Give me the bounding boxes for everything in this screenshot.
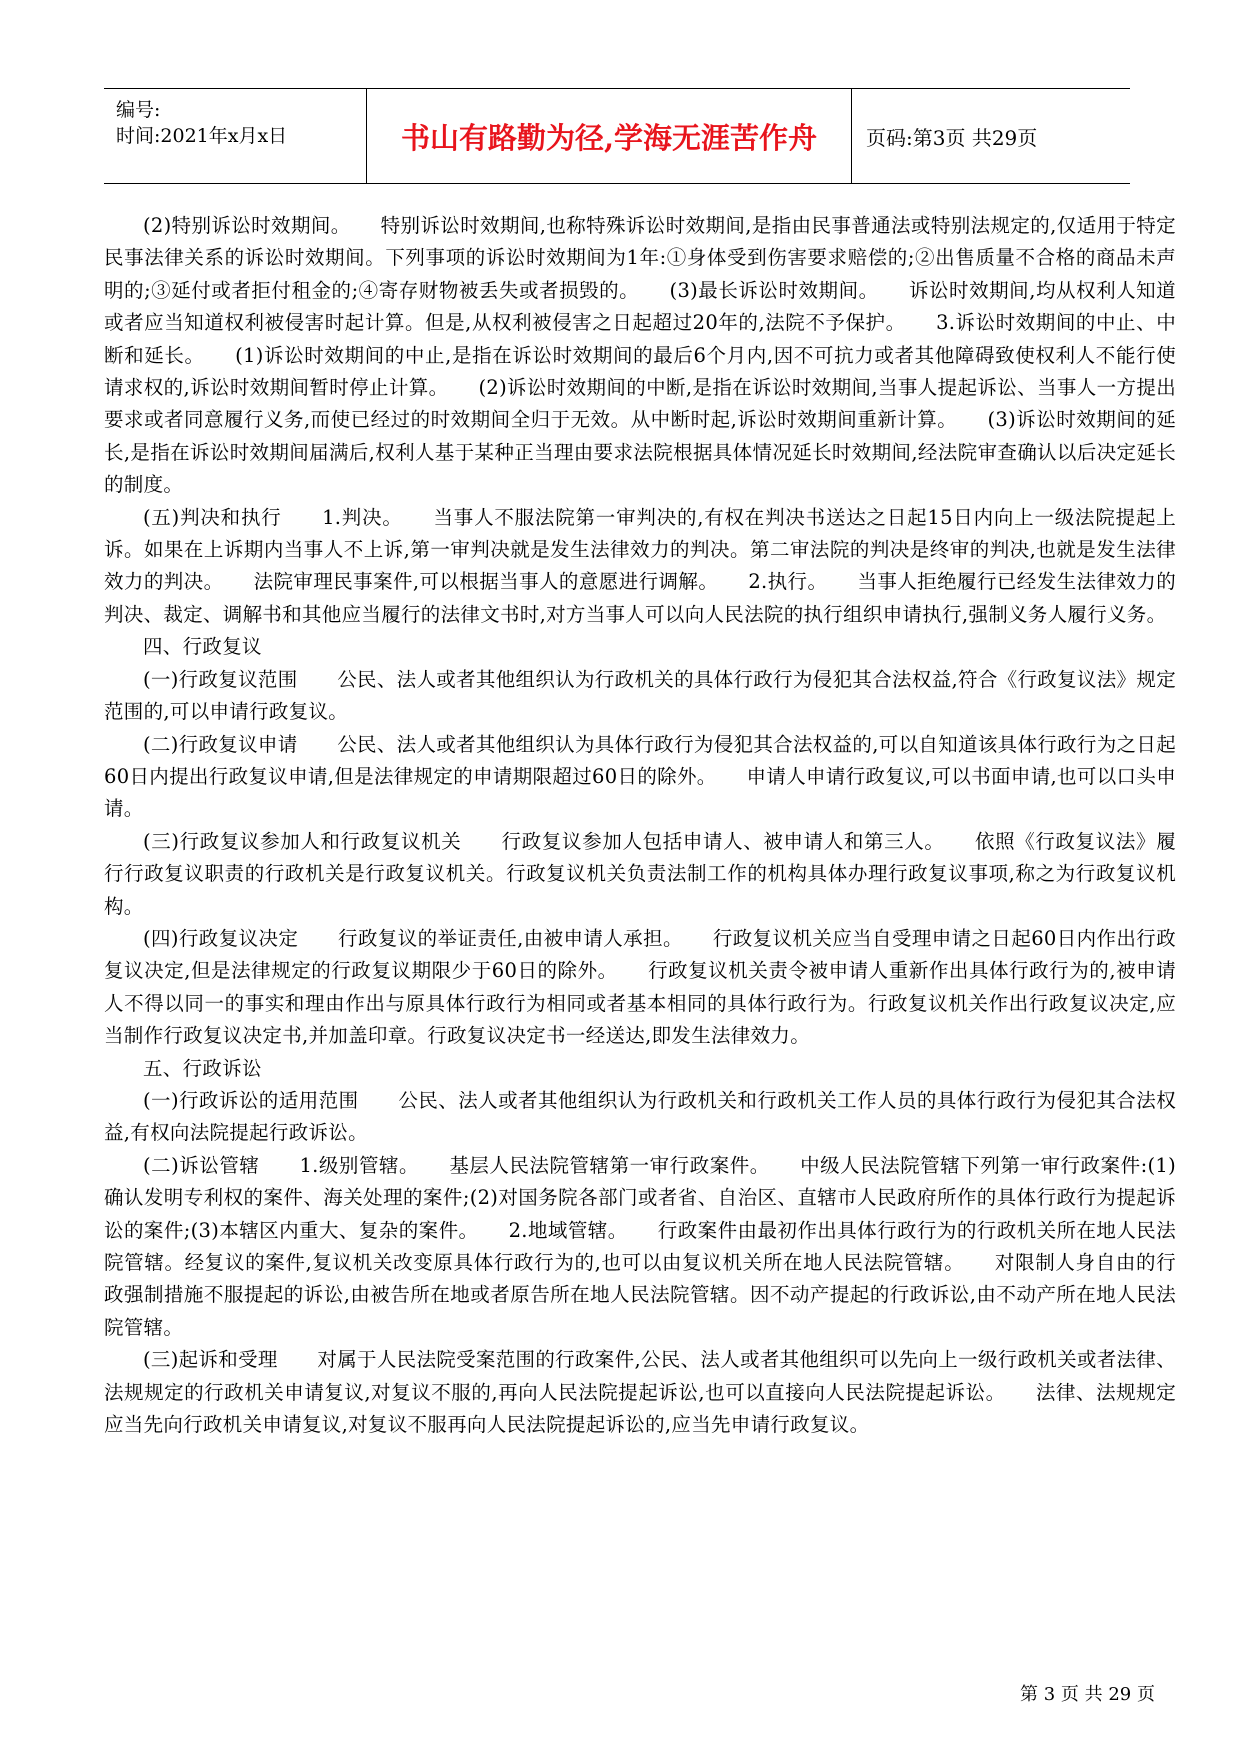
paragraph: (四)行政复议决定 行政复议的举证责任,由被申请人承担。 行政复议机关应当自受理申请之日起60日内作出行政复议决定,但是法律规定的行政复议期限少于60日的除外。 行政复议机关责令被申请人重新作出具体行政行为的,被申请人不得以同一的事实和理由作出与原具体行政行为相同或者基本相同的具体行政行为。行政复议机关作出行政复议决定,应当制作行政复议决定书,并加盖印章。行政复议决定书一经送达,即发生法律效力。 [104,926,1176,1048]
header-motto: 书山有路勤为径,学海无涯苦作舟 [400,120,818,155]
header-info-cell [104,89,367,183]
header-page-cell [852,89,1130,183]
paragraph: (二)行政复议申请 公民、法人或者其他组织认为具体行政行为侵犯其合法权益的,可以自知道该具体行政行为之日起60日内提出行政复议申请,但是法律规定的申请期限超过60日的除外。 申请人申请行政复议,可以书面申请,也可以口头申请。 [104,732,1176,821]
document-body [104,210,1176,1441]
page-header [104,88,1130,184]
document-time-label: 时间:2021年x月x日 [116,125,288,147]
paragraph: (五)判决和执行 1.判决。 当事人不服法院第一审判决的,有权在判决书送达之日起15日内向上一级法院提起上诉。如果在上诉期内当事人不上诉,第一审判决就是发生法律效力的判决。第二审法院的判决是终审的判决,也就是发生法律效力的判决。 法院审理民事案件,可以根据当事人的意愿进行调解。 2.执行。 当事人拒绝履行已经发生法律效力的判决、裁定、调解书和其他应当履行的法律文书时,对方当事人可以向人民法院的执行组织申请执行,强制义务人履行义务。 [104,505,1176,626]
paragraph: (三)起诉和受理 对属于人民法院受案范围的行政案件,公民、法人或者其他组织可以先向上一级行政机关或者法律、法规规定的行政机关申请复议,对复议不服的,再向人民法院提起诉讼,也可以直接向人民法院提起诉讼。 法律、法规规定应当先向行政机关申请复议,对复议不服再向人民法院提起诉讼的,应当先申请行政复议。 [104,1348,1176,1437]
paragraph: (三)行政复议参加人和行政复议机关 行政复议参加人包括申请人、被申请人和第三人。 依照《行政复议法》履行行政复议职责的行政机关是行政复议机关。行政复议机关负责法制工作的机构具体办理行政复议事项,称之为行政复议机构。 [104,829,1176,918]
header-motto-cell [367,89,852,183]
paragraph: (2)特别诉讼时效期间。 特别诉讼时效期间,也称特殊诉讼时效期间,是指由民事普通法或特别法规定的,仅适用于特定民事法律关系的诉讼时效期间。下列事项的诉讼时效期间为1年:①身体受到伤害要求赔偿的;②出售质量不合格的商品未声明的;③延付或者拒付租金的;④寄存财物被丢失或者损毁的。 (3)最长诉讼时效期间。 诉讼时效期间,均从权利人知道或者应当知道权利被侵害时起计算。但是,从权利被侵害之日起超过20年的,法院不予保护。 3.诉讼时效期间的中止、中断和延长。 (1)诉讼时效期间的中止,是指在诉讼时效期间的最后6个月内,因不可抗力或者其他障碍致使权利人不能行使请求权的,诉讼时效期间暂时停止计算。 (2)诉讼时效期间的中断,是指在诉讼时效期间,当事人提起诉讼、当事人一方提出要求或者同意履行义务,而使已经过的时效期间全归于无效。从中断时起,诉讼时效期间重新计算。 (3)诉讼时效期间的延长,是指在诉讼时效期间届满后,权利人基于某种正当理由要求法院根据具体情况延长时效期间,经法院审查确认以后决定延长的制度。 [104,214,1176,497]
section-heading: 五、行政诉讼 [143,1056,262,1080]
paragraph: (一)行政诉讼的适用范围 公民、法人或者其他组织认为行政机关和行政机关工作人员的具体行政行为侵犯其合法权益,有权向法院提起行政诉讼。 [104,1088,1176,1145]
page-footer-number: 第 3 页 共 29 页 [1020,1684,1155,1705]
paragraph: (二)诉讼管辖 1.级别管辖。 基层人民法院管辖第一审行政案件。 中级人民法院管辖下列第一审行政案件:(1)确认发明专利权的案件、海关处理的案件;(2)对国务院各部门或者省、自治区、直辖市人民政府所作的具体行政行为提起诉讼的案件;(3)本辖区内重大、复杂的案件。 2.地域管辖。 行政案件由最初作出具体行政行为的行政机关所在地人民法院管辖。经复议的案件,复议机关改变原具体行政行为的,也可以由复议机关所在地人民法院管辖。 对限制人身自由的行政强制措施不服提起的诉讼,由被告所在地或者原告所在地人民法院管辖。因不动产提起的行政诉讼,由不动产所在地人民法院管辖。 [104,1153,1176,1339]
header-page-code: 页码:第3页 共29页 [866,125,1038,150]
document-number-label: 编号: [116,99,161,121]
paragraph: (一)行政复议范围 公民、法人或者其他组织认为行政机关的具体行政行为侵犯其合法权益,符合《行政复议法》规定范围的,可以申请行政复议。 [104,667,1176,724]
section-heading: 四、行政复议 [143,635,262,659]
